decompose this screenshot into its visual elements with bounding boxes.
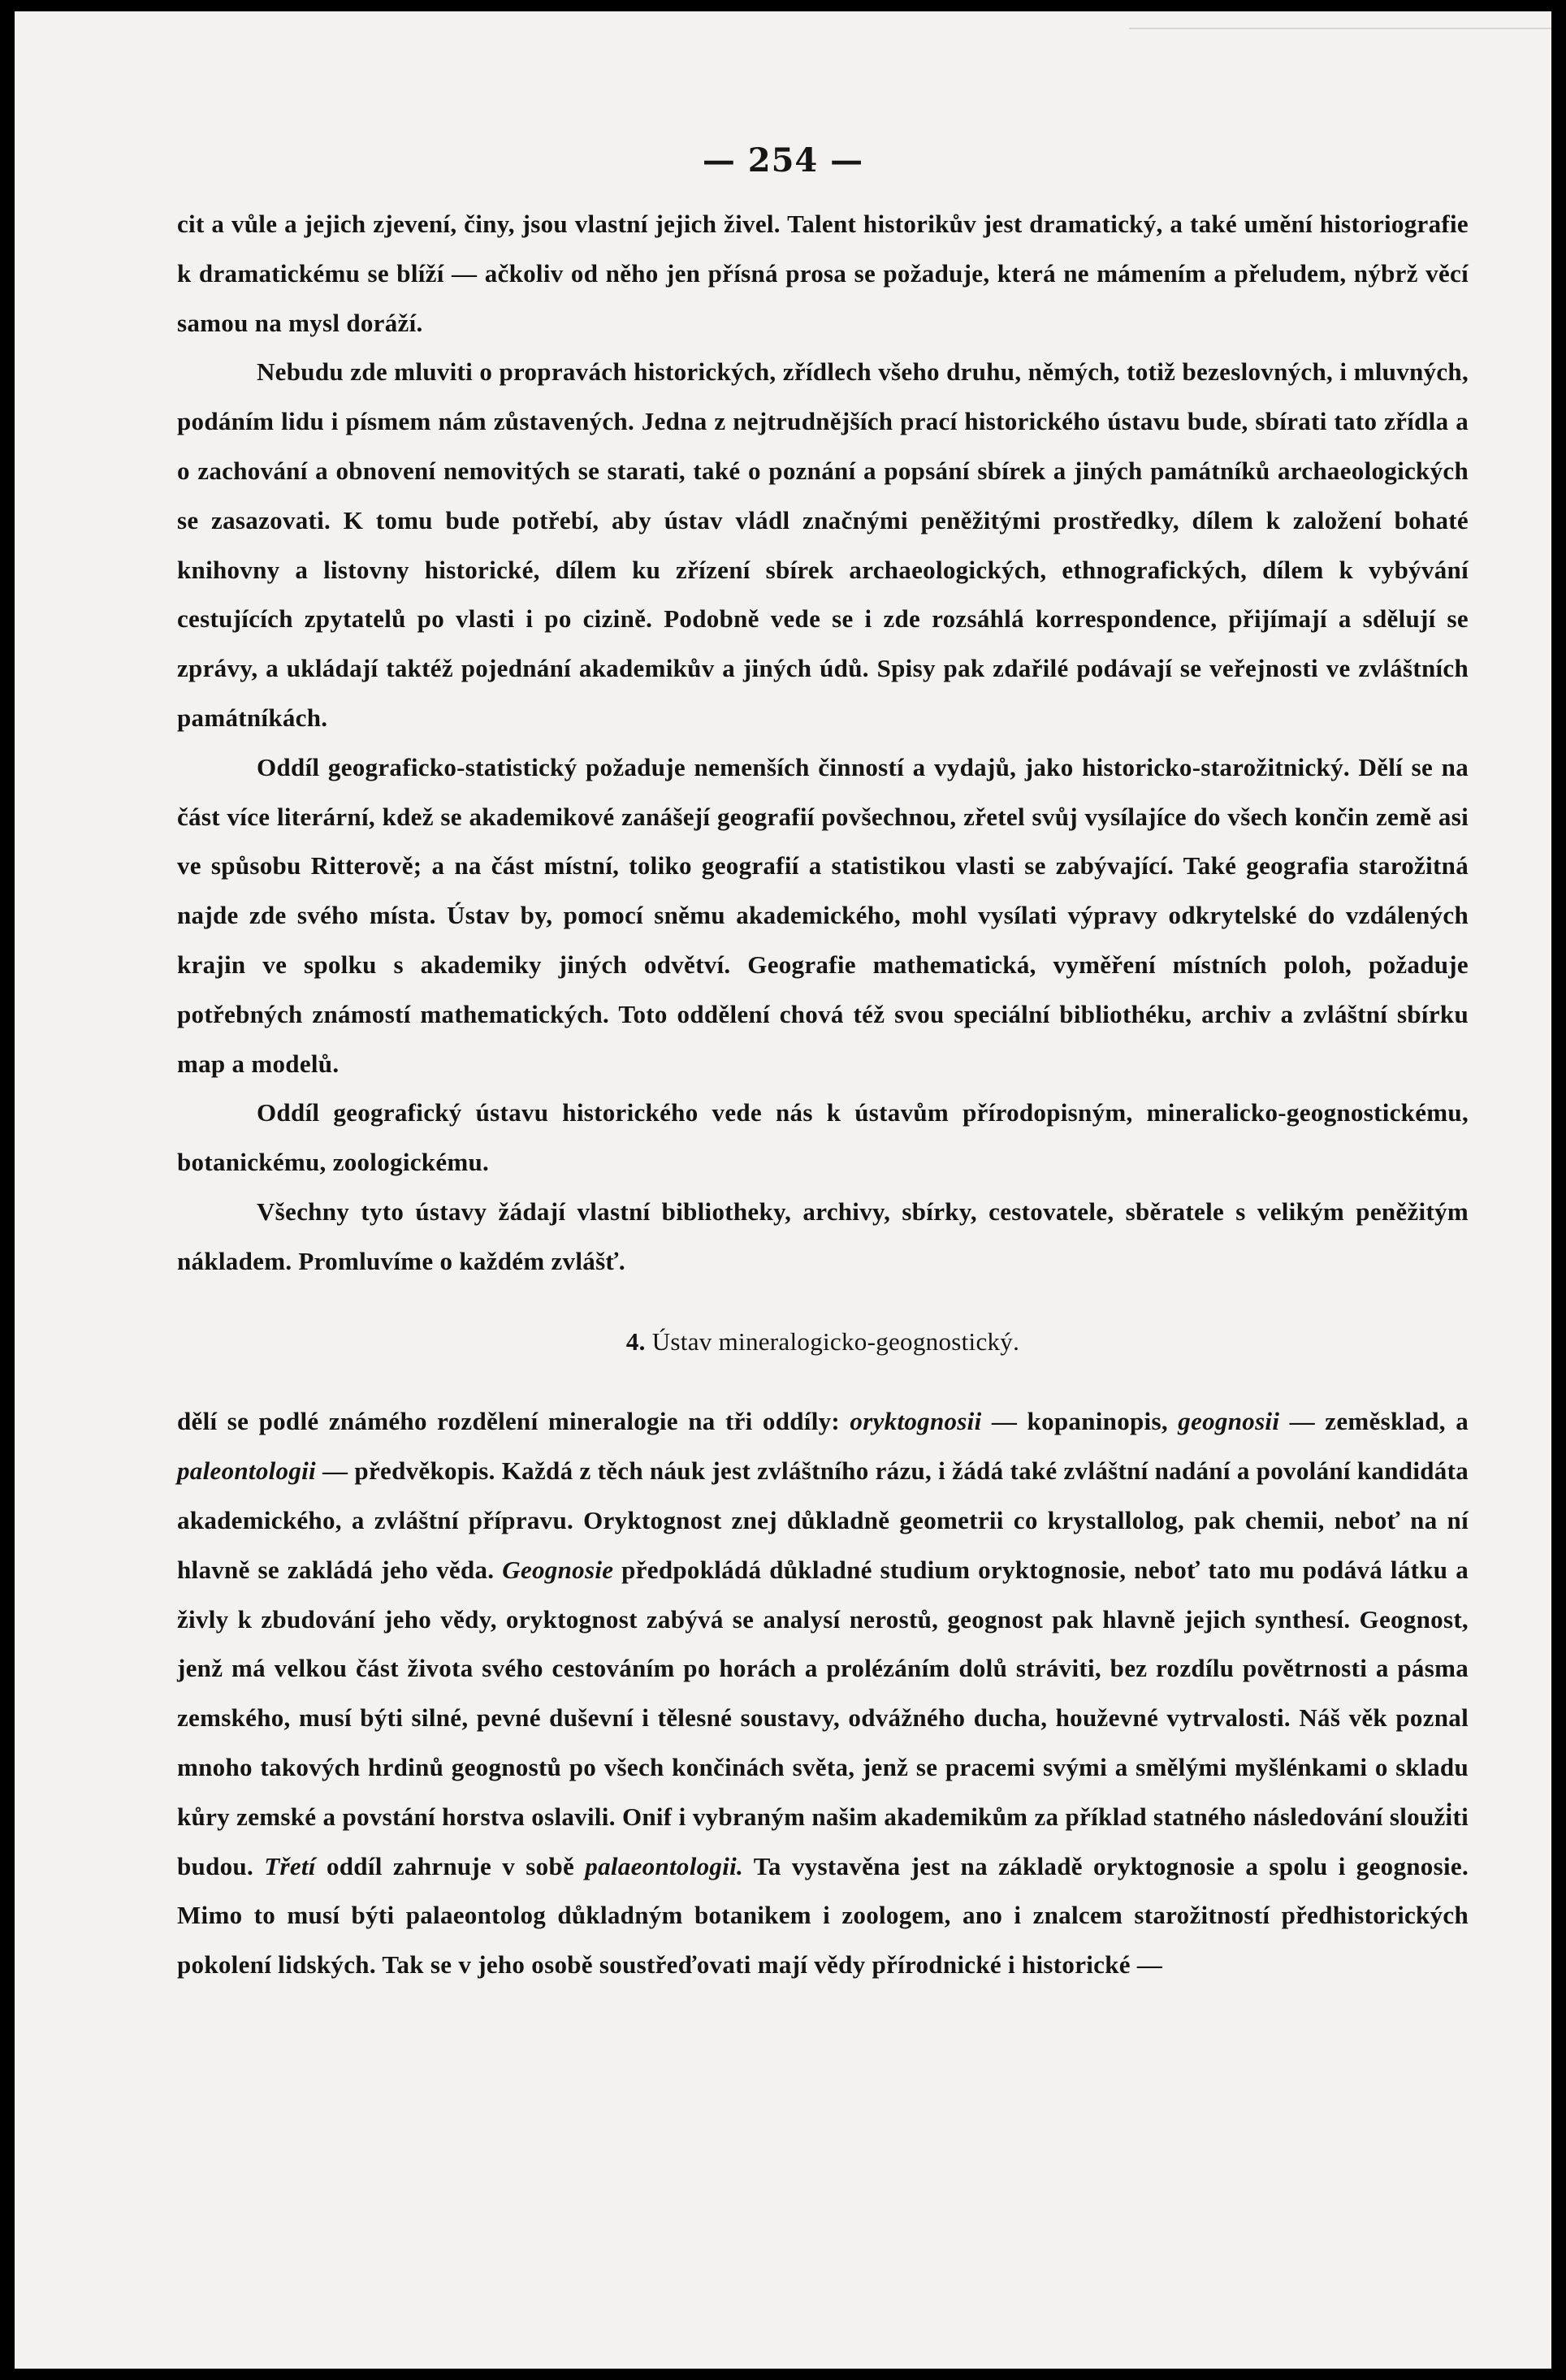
page-number: — 254 — — [702, 141, 864, 180]
text-run: Ta vystavěna jest na základě oryktognosie a spolu i geognosie. Mimo to musí býti palaeontolog důkladným botanikem i zoologem, ano i znalcem starožitností předhistorických pokolení lidských. Tak se v jeho osobě soustřeďovati mají vědy přírodnické i historické — — [177, 1851, 1469, 1980]
paragraph-5: Všechny tyto ústavy žádají vlastní bibliotheky, archivy, sbírky, cestovatele, sběratele s velikým peněžitým nákladem. Promluvíme o každém zvlášť. — [177, 1196, 1469, 1275]
paragraph-6 — [177, 1397, 1469, 1990]
emphasis-term: palaeontologii. — [585, 1851, 744, 1880]
book-page — [15, 11, 1551, 2369]
section-heading — [177, 1318, 1469, 1367]
section-title: Ústav mineralogicko-geognostický. — [651, 1326, 1020, 1356]
scan-edge-mark — [1129, 28, 1551, 54]
emphasis-term: oryktognosii — [850, 1407, 982, 1436]
paragraph-1: cit a vůle a jejich zjevení, činy, jsou vlastní jejich živel. Talent historikův jest dramatický, a také umění historiografie k dramatickému se blíží — ačkoliv od něho jen přísná prosa se požaduje, která ne mámením a přeludem, nýbrž věcí samou na mysl doráží. — [177, 210, 1469, 337]
text-run: — předvěkopis. Každá z těch náuk jest zvláštního rázu, i žádá také zvláštní nadání a povolání kandidáta akademického, a zvláštní přípravu. Oryktognost znej důkladně geometrii co krystallolog, pak chemii, neboť na ní hlavně se zakládá jeho věda. — [177, 1456, 1469, 1584]
text-block — [177, 200, 1469, 1990]
text-run: předpokládá důkladné studium oryktognosie, neboť tato mu podává látku a živly k zbudování jeho vědy, oryktognost zabývá se analysí nerostů, geognost pak hlavně jejich synthesí. Geognost, jenž má velkou část života svého cestováním po horách a prolézáním dolů stráviti, bez rozdílu povětrnosti a pásma zemského, musí býti silné, pevné duševní i tělesné soustavy, odvážného ducha, houževné vytrvalosti. Náš věk poznal mnoho takových hrdinů geognostů po všech končinách světa, jenž se pracemi svými a smělými myšlénkami o skladu kůry zemské a povstání horstva oslavili. Onif i vybraným našim akademikům za příklad statného následování slouži̇ti budou. — [177, 1555, 1469, 1880]
emphasis-term: geognosii — [1178, 1407, 1280, 1436]
emphasis-term: Geognosie — [502, 1555, 614, 1584]
section-number: 4. — [625, 1326, 646, 1356]
paragraph-2: Nebudu zde mluviti o propravách historických, zřídlech všeho druhu, němých, totiž bezeslovných, i mluvných, podáním lidu i písmem nám zůstavených. Jedna z nejtrudnějších prací historického ústavu bude, sbírati tato zřídla a o zachování a obnovení nemovitých se starati, také o poznání a popsání sbírek a jiných památníků archaeologických se zasazovati. K tomu bude potřebí, aby ústav vládl značnými peněžitými prostředky, dílem k založení bohaté knihovny a listovny historické, dílem ku zřízení sbírek archaeologických, ethnografických, dílem k vybývání cestujících zpytatelů po vlasti i po cizině. Podobně vede se i zde rozsáhlá korrespondence, přijímají a sdělují se zprávy, a ukládají taktéž pojednání akademikův a jiných údů. Spisy pak zdařilé podávají se veřejnosti ve zvláštních památníkách. — [177, 357, 1469, 732]
paragraph-3: Oddíl geograficko-statistický požaduje nemenších činností a vydajů, jako historicko-starožitnický. Dělí se na část více literární, kdež se akademikové zanášejí geografií povšechnou, zřetel svůj vysílajíce do všech končin země asi ve spůsobu Ritterově; a na část místní, toliko geografií a statistikou vlasti se zabývající. Také geografia starožitná najde zde svého místa. Ústav by, pomocí sněmu akademického, mohl vysílati výpravy odkrytelské do vzdálených krajin ve spolku s akademiky jiných odvětví. Geografie mathematická, vyměření místních poloh, požaduje potřebných známostí mathematických. Toto oddělení chová též svou speciální bibliothéku, archiv a zvláštní sbírku map a modelů. — [177, 752, 1469, 1078]
emphasis-term: paleontologii — [177, 1456, 316, 1486]
text-run: oddíl zahrnuje v sobě — [315, 1851, 586, 1880]
emphasis-term: Třetí — [264, 1851, 316, 1880]
text-run: — zeměsklad, a — [1279, 1407, 1469, 1436]
text-run: dělí se podlé známého rozdělení mineralogie na tři oddíly: — [177, 1407, 850, 1436]
paragraph-4: Oddíl geografický ústavu historického vede nás k ústavům přírodopisným, mineralicko-geognostickému, botanickému, zoologickému. — [177, 1098, 1469, 1177]
text-run: — kopaninopis, — [981, 1407, 1179, 1436]
